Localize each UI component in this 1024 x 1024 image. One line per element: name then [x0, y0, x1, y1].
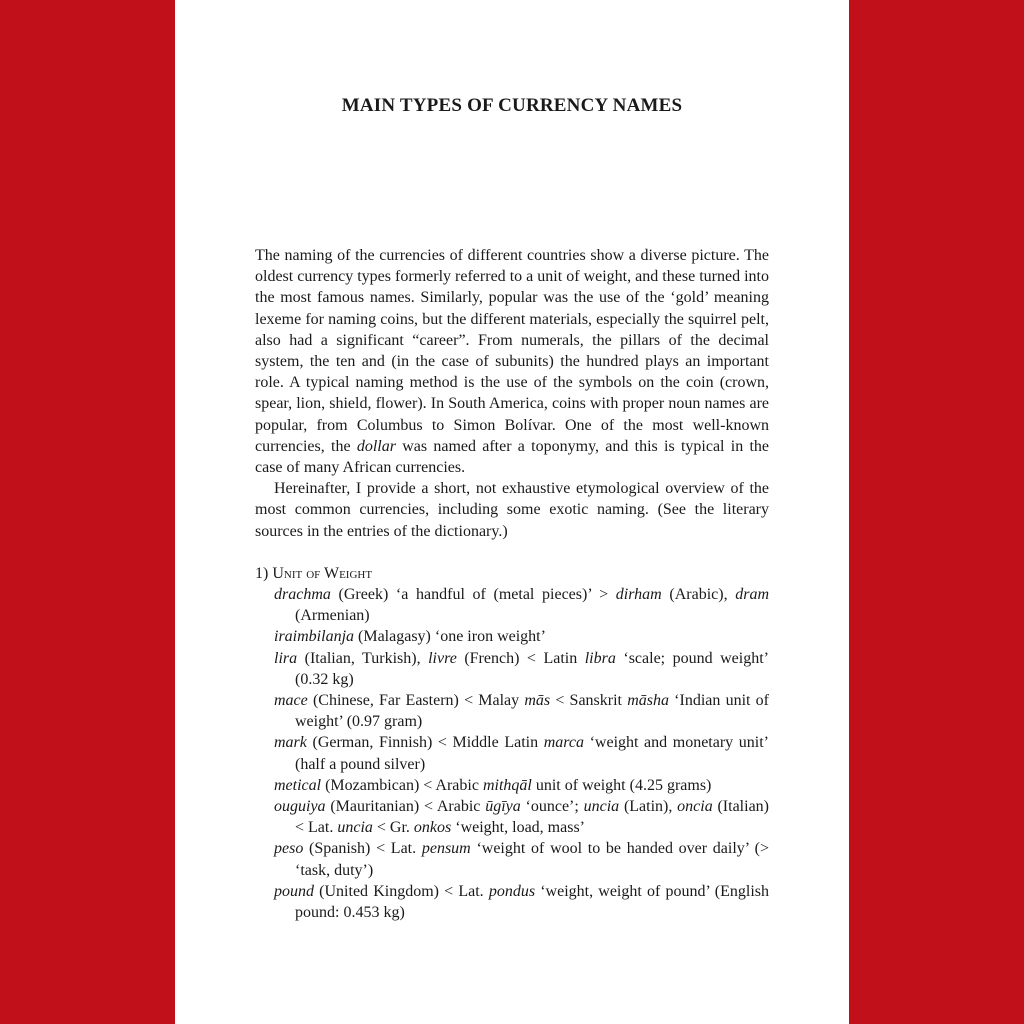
- italic-term: libra: [584, 649, 616, 667]
- italic-term: pensum: [421, 840, 471, 858]
- italic-term: livre: [428, 649, 457, 667]
- text-run: ‘weight, load, mass’: [451, 819, 585, 837]
- italic-term: pound: [274, 882, 314, 900]
- text-run: (Italian, Turkish),: [297, 649, 429, 667]
- italic-term: dollar: [356, 437, 396, 455]
- dictionary-entry: [255, 584, 769, 626]
- italic-term: dirham: [615, 586, 662, 604]
- text-run: (Spanish) < Lat.: [303, 840, 422, 858]
- italic-term: lira: [274, 649, 298, 667]
- main-text: [255, 245, 769, 923]
- text-run: ‘scale; pound weight’ (0.32 kg): [295, 649, 770, 688]
- text-run: (Mozambican) < Arabic: [321, 776, 483, 794]
- text-run: (United Kingdom) < Lat.: [314, 882, 489, 900]
- text-run: (Malagasy) ‘one iron weight’: [354, 628, 546, 646]
- dictionary-entry: [255, 626, 769, 647]
- text-run: unit of weight (4.25 grams): [531, 776, 712, 794]
- section-unit-of-weight: [255, 563, 769, 923]
- dictionary-entry: [255, 732, 769, 774]
- text-run: Hereinafter, I provide a short, not exhaustive etymological overview of the most common currencies, including some exotic naming. (See the literary sources in the entries of the dictionary.): [255, 480, 769, 540]
- section-title: Unit of Weight: [272, 564, 373, 582]
- text-run: < Sanskrit: [550, 692, 628, 710]
- book-page: [175, 0, 849, 1024]
- text-run: ‘weight, weight of pound’ (English pound: 0.453 kg): [295, 882, 770, 922]
- italic-term: iraimbilanja: [274, 628, 355, 646]
- italic-term: onkos: [413, 819, 452, 837]
- section-heading: [255, 563, 769, 584]
- italic-term: metical: [274, 776, 322, 794]
- dictionary-entry: [255, 690, 769, 732]
- text-run: (Italian) < Lat.: [295, 798, 770, 837]
- text-run: The naming of the currencies of different countries show a diverse picture. The oldest currency types formerly referred to a unit of weight, and these turned into the most famous names. Similarly, popular was the use of the ‘gold’ meaning lexeme for naming coins, but the different materials, especially the squirrel pelt, also had a significant “career”. From numerals, the pillars of the decimal system, the ten and (in the case of subunits) the hundred plays an important role. A typical naming method is the use of the symbols on the coin (crown, spear, lion, shield, flower). In South America, coins with proper noun names are popular, from Columbus to Simon Bolívar. One of the most well-known currencies, the: [255, 247, 769, 455]
- italic-term: mace: [274, 692, 308, 710]
- text-run: (Mauritanian) < Arabic: [325, 798, 486, 816]
- text-run: ‘weight and monetary unit’ (half a pound silver): [295, 734, 769, 773]
- dictionary-entry: [255, 796, 769, 838]
- dictionary-entry: [255, 648, 769, 690]
- italic-term: drachma: [274, 586, 331, 604]
- italic-term: pondus: [488, 882, 536, 900]
- text-run: ‘ounce’;: [520, 798, 584, 816]
- italic-term: mark: [274, 734, 307, 752]
- italic-term: uncia: [583, 798, 620, 816]
- entry-list: [255, 584, 769, 923]
- intro-paragraph-1: [255, 245, 769, 478]
- text-run: ‘Indian unit of weight’ (0.97 gram): [295, 692, 770, 731]
- text-run: was named after a toponymy, and this is typical in the case of many African currencies.: [255, 437, 770, 477]
- text-run: (Chinese, Far Eastern) < Malay: [307, 692, 525, 710]
- italic-term: oncia: [677, 798, 713, 816]
- text-run: (Arabic),: [661, 586, 736, 604]
- text-run: (Latin),: [619, 798, 678, 816]
- dictionary-entry: [255, 838, 769, 880]
- italic-term: uncia: [337, 819, 373, 837]
- text-run: (Armenian): [295, 607, 370, 625]
- italic-term: ouguiya: [274, 798, 326, 816]
- text-run: (French) < Latin: [456, 649, 585, 667]
- dictionary-entry: [255, 881, 769, 923]
- text-run: < Gr.: [372, 819, 414, 837]
- text-run: ‘weight of wool to be handed over daily’ (> ‘task, duty’): [295, 840, 769, 879]
- section-number: 1): [255, 564, 273, 582]
- page-title: MAIN TYPES OF CURRENCY NAMES: [341, 95, 683, 116]
- intro-paragraph-2: [255, 478, 769, 542]
- italic-term: mās: [524, 692, 551, 710]
- italic-term: peso: [274, 840, 304, 858]
- italic-term: mithqāl: [482, 776, 532, 794]
- italic-term: dram: [735, 586, 769, 604]
- italic-term: marca: [543, 734, 584, 752]
- italic-term: māsha: [627, 692, 669, 710]
- italic-term: ūgīya: [485, 798, 521, 816]
- dictionary-entry: [255, 775, 769, 796]
- text-run: (Greek) ‘a handful of (metal pieces)’ >: [330, 586, 616, 604]
- text-run: (German, Finnish) < Middle Latin: [306, 734, 544, 752]
